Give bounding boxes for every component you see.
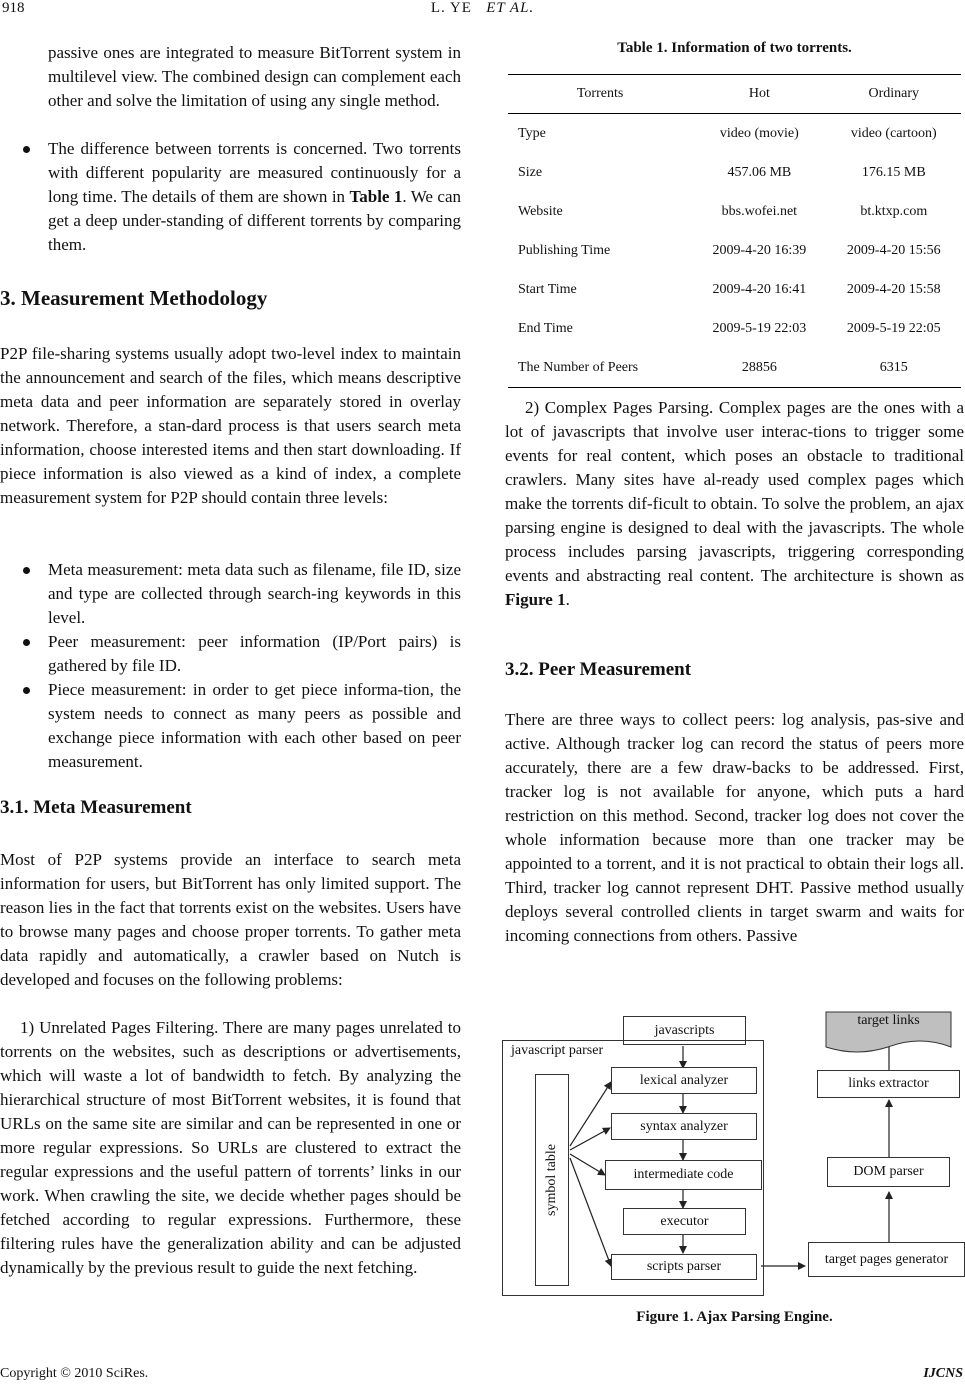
torrent-table	[508, 74, 961, 388]
scripts-parser-box: scripts parser	[611, 1254, 757, 1280]
table-cell: Size	[518, 164, 543, 180]
table-row	[508, 153, 961, 192]
table-row	[508, 114, 961, 154]
table-cell: 2009-5-19 22:03	[712, 320, 807, 336]
table-row	[508, 192, 961, 231]
bullet-text-before: The difference between torrents is concerned. Two torrents with different popularity are measured continuously for a long time. The details of them are shown in	[48, 139, 461, 206]
table-header: Hot	[692, 75, 826, 114]
table-row	[508, 348, 961, 388]
running-head	[0, 0, 965, 17]
section-3-paragraph: P2P file-sharing systems usually adopt two-level index to maintain the announcement and search of the files, which means descriptive meta data and peer information are separately stored in overlay network. Therefore, a stan-dard process is that users search meta information, choose interested items and then start downloading. If piece information is also viewed as a kind of index, a complete measurement system for P2P should contain three levels:	[0, 344, 461, 507]
table-cell: Publishing Time	[518, 242, 611, 258]
table-cell: Website	[518, 203, 563, 219]
symbol-table-label: symbol table	[544, 1144, 559, 1216]
table-cell: End Time	[518, 320, 573, 336]
lexical-analyzer-box: lexical analyzer	[611, 1067, 757, 1094]
figure-ref: Figure 1	[505, 590, 566, 609]
table-cell: Type	[518, 125, 546, 141]
section-3-heading: 3. Measurement Methodology	[0, 286, 268, 310]
running-head-etal: ET AL.	[486, 0, 535, 16]
table-cell: 176.15 MB	[861, 164, 926, 180]
section-3-1-heading: 3.1. Meta Measurement	[0, 797, 192, 818]
table-cell: 457.06 MB	[727, 164, 792, 180]
table-row	[508, 231, 961, 270]
table-cell: bbs.wofei.net	[721, 203, 798, 219]
table-cell: 2009-4-20 16:41	[712, 281, 807, 297]
table-cell: 2009-4-20 15:56	[846, 242, 941, 258]
table-cell: 28856	[692, 348, 826, 388]
list-item: Peer measurement: peer information (IP/Port pairs) is gathered by file ID.	[0, 630, 461, 678]
dom-parser-box: DOM parser	[827, 1157, 950, 1187]
table-header: Ordinary	[827, 75, 961, 114]
table-row	[508, 270, 961, 309]
table-cell: 2009-4-20 15:58	[846, 281, 941, 297]
syntax-analyzer-box: syntax analyzer	[611, 1113, 757, 1140]
intermediate-code-box: intermediate code	[605, 1160, 762, 1190]
figure-caption: Figure 1. Ajax Parsing Engine.	[636, 1309, 833, 1325]
table-cell: video (cartoon)	[850, 125, 937, 141]
bullet-icon	[23, 687, 30, 694]
table-cell: 2009-5-19 22:05	[846, 320, 941, 336]
javascripts-box: javascripts	[623, 1016, 746, 1045]
table-ref: Table 1	[349, 187, 403, 206]
bullet-list-top	[0, 137, 461, 257]
continued-bullet: passive ones are integrated to measure BitTorrent system in multilevel view. The combined design can complement each other and solve the limitation of using any single method.	[48, 43, 461, 110]
complex-pages-paragraph: 2) Complex Pages Parsing. Complex pages are the ones with a lot of javascripts that involve user interac-tions to trigger some events for real content, which poses an obstacle to traditional crawlers. Many sites have al-ready used complex pages which make the torrents dif-ficult to obtain. To solve the problem, an ajax parsing engine is designed to deal with the javascripts. The whole process includes parsing javascripts, triggering corresponding events and abstracting real content. The architecture is shown as Figure 1.	[505, 398, 964, 609]
section-3-2-paragraph: There are three ways to collect peers: log analysis, pas-sive and active. Although tracker log can record the status of peers more accurately, there are a few draw-backs to be addressed. First, tracker log is not available for anyone, which puts a hard restriction on this method. Second, tracker log does not cover the whole information because more than one tracker may be appointed to a torrent, and it is not practical to obtain their logs all. Third, tracker log cannot represent DHT. Passive method usually deploys several controlled clients in target swarm and waits for incoming connections from others. Passive	[505, 710, 964, 945]
table-cell: 6315	[827, 348, 961, 388]
table-row	[508, 309, 961, 348]
section-3-1-paragraph-1: Most of P2P systems provide an interface to search meta information for users, but BitTorrent has only limited support. The reason lies in the fact that torrents exist on the websites. Users have to browse many pages and choose proper torrents. To gather meta data rapidly and automatically, a crawler based on Nutch is developed and focuses on the following problems:	[0, 850, 461, 989]
table-header-row	[508, 75, 961, 114]
bullet-icon	[23, 567, 30, 574]
figure-1	[503, 1013, 965, 1310]
executor-box: executor	[623, 1208, 746, 1235]
table-caption: Table 1. Information of two torrents.	[617, 40, 852, 56]
copyright: Copyright © 2010 SciRes.	[0, 1366, 149, 1381]
target-pages-generator-box: target pages generator	[808, 1242, 965, 1277]
bullet-icon	[23, 146, 30, 153]
list-item	[0, 137, 461, 257]
javascript-parser-label: javascript parser	[511, 1043, 604, 1058]
table-cell: bt.ktxp.com	[860, 203, 928, 219]
table-cell: The Number of Peers	[508, 348, 692, 388]
journal-name: IJCNS	[923, 1366, 963, 1381]
bullet-icon	[23, 639, 30, 646]
list-item: Meta measurement: meta data such as filename, file ID, size and type are collected through search-ing keywords in this level.	[0, 558, 461, 630]
table-header: Torrents	[508, 75, 692, 114]
section-3-1-paragraph-2: 1) Unrelated Pages Filtering. There are many pages unrelated to torrents on the websites, such as descriptions or advertisements, which will waste a lot of bandwidth to fetch. By analyzing the hierarchical structure of most BitTorrent websites, it is found that URLs on the same site are similar and can be represented in one or more regular expressions. So URLs are clustered to extract the regular expressions and the useful pattern of torrents’ links in our work. When crawling the site, we decide whether pages should be fetched according to regular expressions. Furthermore, these filtering rules have the generalization ability and can be adjusted dynamically by the previous result to guide the next fetching.	[0, 1018, 461, 1277]
links-extractor-box: links extractor	[817, 1070, 960, 1098]
running-head-author: L. YE	[430, 0, 472, 16]
levels-list	[0, 558, 461, 774]
symbol-table-box	[535, 1074, 569, 1286]
page-number: 918	[2, 0, 25, 16]
list-item: Piece measurement: in order to get piece informa-tion, the system needs to connect as many peers as possible and exchange piece information with each other based on peer measurement.	[0, 678, 461, 774]
table-cell: 2009-4-20 16:39	[712, 242, 807, 258]
table-cell: Start Time	[518, 281, 577, 297]
bullet-text-after: . We can get a deep under-standing of different torrents by comparing them.	[48, 187, 461, 254]
section-3-2-heading: 3.2. Peer Measurement	[505, 659, 692, 680]
target-links-label: target links	[857, 1013, 920, 1028]
table-cell: video (movie)	[719, 125, 799, 141]
